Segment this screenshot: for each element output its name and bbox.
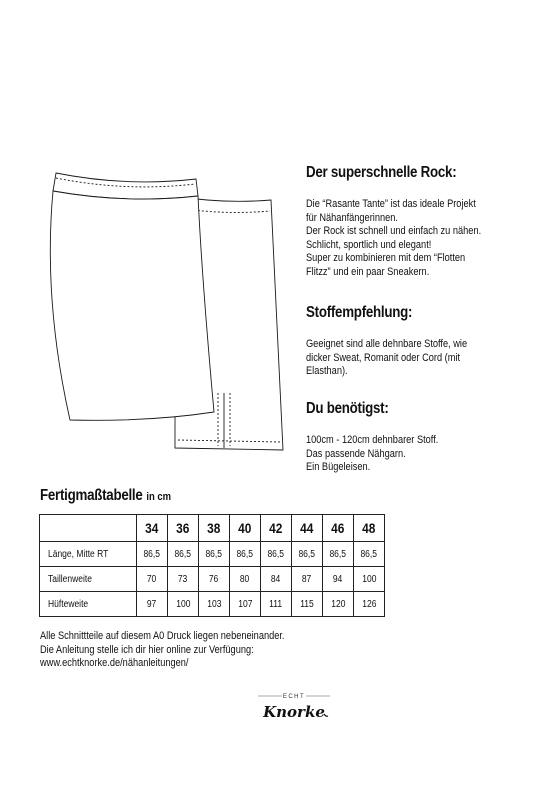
materials-title: Du benötigst: bbox=[306, 400, 389, 417]
table-cell: 94 bbox=[323, 567, 354, 592]
corner-cell bbox=[40, 515, 137, 542]
skirt-front-view bbox=[50, 173, 214, 420]
row-label: Länge, Mitte RT bbox=[40, 542, 137, 567]
size-table-title bbox=[40, 487, 171, 505]
table-cell: 86,5 bbox=[230, 542, 261, 567]
footer-note bbox=[40, 630, 285, 671]
size-table-unit: in cm bbox=[146, 491, 172, 503]
table-cell: 97 bbox=[137, 592, 168, 617]
text-line: Super zu kombinieren mit dem “Flotten bbox=[306, 252, 466, 264]
table-cell: 86,5 bbox=[199, 542, 230, 567]
text-line: dicker Sweat, Romanit oder Cord (mit bbox=[306, 351, 461, 364]
table-cell: 87 bbox=[292, 567, 323, 592]
table-cell: 86,5 bbox=[137, 542, 168, 567]
table-cell: 126 bbox=[354, 592, 385, 617]
text-line: Das passende Nähgarn. bbox=[306, 447, 406, 460]
table-cell: 86,5 bbox=[261, 542, 292, 567]
rock-description bbox=[306, 198, 481, 279]
text-line: Schlicht, sportlich und elegant! bbox=[306, 238, 432, 251]
fabric-recommendation-title: Stoffempfehlung: bbox=[306, 304, 413, 321]
table-cell: 111 bbox=[261, 592, 292, 617]
table-cell: 70 bbox=[137, 567, 168, 592]
text-line: Die Anleitung stelle ich dir hier online zur Verfügung: bbox=[40, 643, 254, 656]
table-cell: 115 bbox=[292, 592, 323, 617]
fabric-recommendation-text bbox=[306, 338, 467, 379]
table-cell: 100 bbox=[168, 592, 199, 617]
size-header: 40 bbox=[230, 515, 261, 542]
materials-list bbox=[306, 434, 438, 475]
text-line: Die “Rasante Tante” ist das ideale Projekt bbox=[306, 198, 476, 210]
echt-knorke-logo bbox=[254, 690, 334, 726]
size-table bbox=[39, 514, 385, 617]
size-table-heading: Fertigmaßtabelle bbox=[40, 487, 143, 504]
text-line: Geeignet sind alle dehnbare Stoffe, wie bbox=[306, 338, 468, 350]
table-cell: 76 bbox=[199, 567, 230, 592]
text-line: Flitzz” und ein paar Sneakern. bbox=[306, 265, 430, 278]
size-header: 48 bbox=[354, 515, 385, 542]
size-header: 42 bbox=[261, 515, 292, 542]
table-row bbox=[40, 592, 385, 617]
text-line: 100cm - 120cm dehnbarer Stoff. bbox=[306, 434, 439, 446]
table-cell: 86,5 bbox=[323, 542, 354, 567]
text-line: Der Rock ist schnell und einfach zu nähen. bbox=[306, 225, 482, 237]
row-label: Taillenweite bbox=[40, 567, 137, 592]
skirt-illustration bbox=[38, 160, 288, 460]
table-cell: 86,5 bbox=[292, 542, 323, 567]
row-label: Hüfteweite bbox=[40, 592, 137, 617]
table-cell: 86,5 bbox=[354, 542, 385, 567]
table-cell: 120 bbox=[323, 592, 354, 617]
table-cell: 73 bbox=[168, 567, 199, 592]
table-cell: 100 bbox=[354, 567, 385, 592]
table-cell: 107 bbox=[230, 592, 261, 617]
table-row bbox=[40, 567, 385, 592]
text-line: Ein Bügeleisen. bbox=[306, 461, 371, 473]
size-header: 36 bbox=[168, 515, 199, 542]
logo-top-text: ECHT bbox=[282, 694, 306, 700]
size-header: 46 bbox=[323, 515, 354, 542]
table-cell: 84 bbox=[261, 567, 292, 592]
rock-title: Der superschnelle Rock: bbox=[306, 164, 457, 181]
table-cell: 80 bbox=[230, 567, 261, 592]
table-cell: 86,5 bbox=[168, 542, 199, 567]
size-header: 44 bbox=[292, 515, 323, 542]
size-header-row bbox=[40, 515, 385, 542]
text-line: Elasthan). bbox=[306, 365, 348, 377]
table-row bbox=[40, 542, 385, 567]
text-line: für Nähanfängerinnen. bbox=[306, 211, 398, 224]
size-header: 34 bbox=[137, 515, 168, 542]
text-line: Alle Schnittteile auf diesem A0 Druck liegen nebeneinander. bbox=[40, 630, 285, 642]
size-header: 38 bbox=[199, 515, 230, 542]
table-cell: 103 bbox=[199, 592, 230, 617]
logo-wordmark: Knorke bbox=[263, 703, 325, 721]
footer-link[interactable]: www.echtknorke.de/nähanleitungen/ bbox=[40, 657, 189, 669]
